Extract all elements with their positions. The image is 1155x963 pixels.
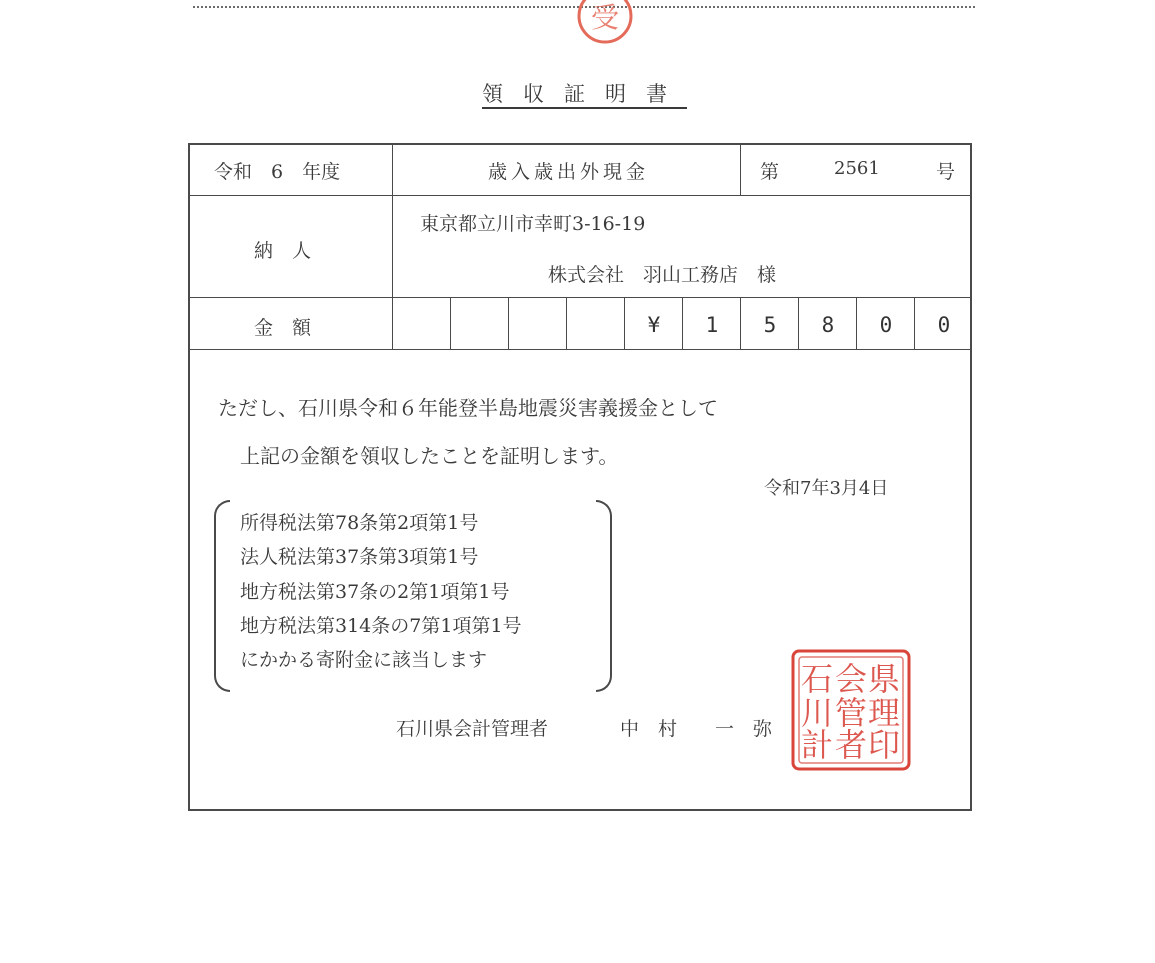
tax-law-line: 地方税法第37条の2第1項第1号 xyxy=(240,581,510,603)
account-type: 歳入歳出外現金 xyxy=(488,161,650,183)
svg-text:県: 県 xyxy=(867,660,901,698)
column-divider xyxy=(740,143,741,195)
svg-text:理: 理 xyxy=(867,694,901,732)
right-bracket xyxy=(596,500,612,692)
amount-cell xyxy=(451,299,509,349)
amount-digit: 0 xyxy=(879,313,893,337)
amount-cell xyxy=(509,299,567,349)
document-title: 領収証明書 xyxy=(482,82,687,106)
svg-text:受: 受 xyxy=(590,1,620,34)
amount-cell xyxy=(567,299,625,349)
issue-date: 令和7年3月4日 xyxy=(764,478,889,499)
yen-symbol: ¥ xyxy=(647,313,661,337)
svg-text:川: 川 xyxy=(800,694,834,732)
fiscal-year: 令和 6 年度 xyxy=(214,161,341,183)
number-prefix: 第 xyxy=(760,161,780,183)
tax-law-line: にかかる寄附金に該当します xyxy=(240,649,488,671)
certification-line: 上記の金額を領収したことを証明します。 xyxy=(240,444,619,468)
tax-law-line: 法人税法第37条第3項第1号 xyxy=(240,546,479,568)
svg-text:管: 管 xyxy=(834,694,868,732)
amount-digit: 5 xyxy=(763,313,777,337)
amount-cell xyxy=(393,299,451,349)
amount-label: 金 額 xyxy=(254,317,312,339)
amount-digit: 1 xyxy=(705,313,719,337)
payer-name: 株式会社 羽山工務店 様 xyxy=(548,264,777,286)
payer-address: 東京都立川市幸町3-16-19 xyxy=(420,213,646,235)
amount-digit: 8 xyxy=(821,313,835,337)
payer-label: 納 人 xyxy=(254,240,312,262)
purpose-line: ただし、石川県令和６年能登半島地震災害義援金として xyxy=(218,396,718,420)
signer-name: 中 村 一 弥 xyxy=(620,718,773,740)
row-divider xyxy=(190,195,972,196)
number-suffix: 号 xyxy=(936,161,956,183)
svg-text:印: 印 xyxy=(867,726,901,764)
row-divider xyxy=(190,349,972,350)
svg-text:計: 計 xyxy=(800,726,834,764)
amount-digit: 0 xyxy=(937,313,951,337)
signer-title: 石川県会計管理者 xyxy=(396,718,549,740)
official-seal xyxy=(790,648,912,772)
tax-law-line: 地方税法第314条の7第1項第1号 xyxy=(240,615,522,637)
left-bracket xyxy=(214,500,230,692)
svg-text:者: 者 xyxy=(834,726,868,764)
svg-text:会: 会 xyxy=(834,660,868,698)
receipt-number: 2561 xyxy=(834,158,880,179)
row-divider xyxy=(190,297,972,298)
svg-text:石: 石 xyxy=(800,660,834,698)
tax-law-line: 所得税法第78条第2項第1号 xyxy=(240,512,479,534)
receipt-stamp-partial xyxy=(575,0,635,62)
